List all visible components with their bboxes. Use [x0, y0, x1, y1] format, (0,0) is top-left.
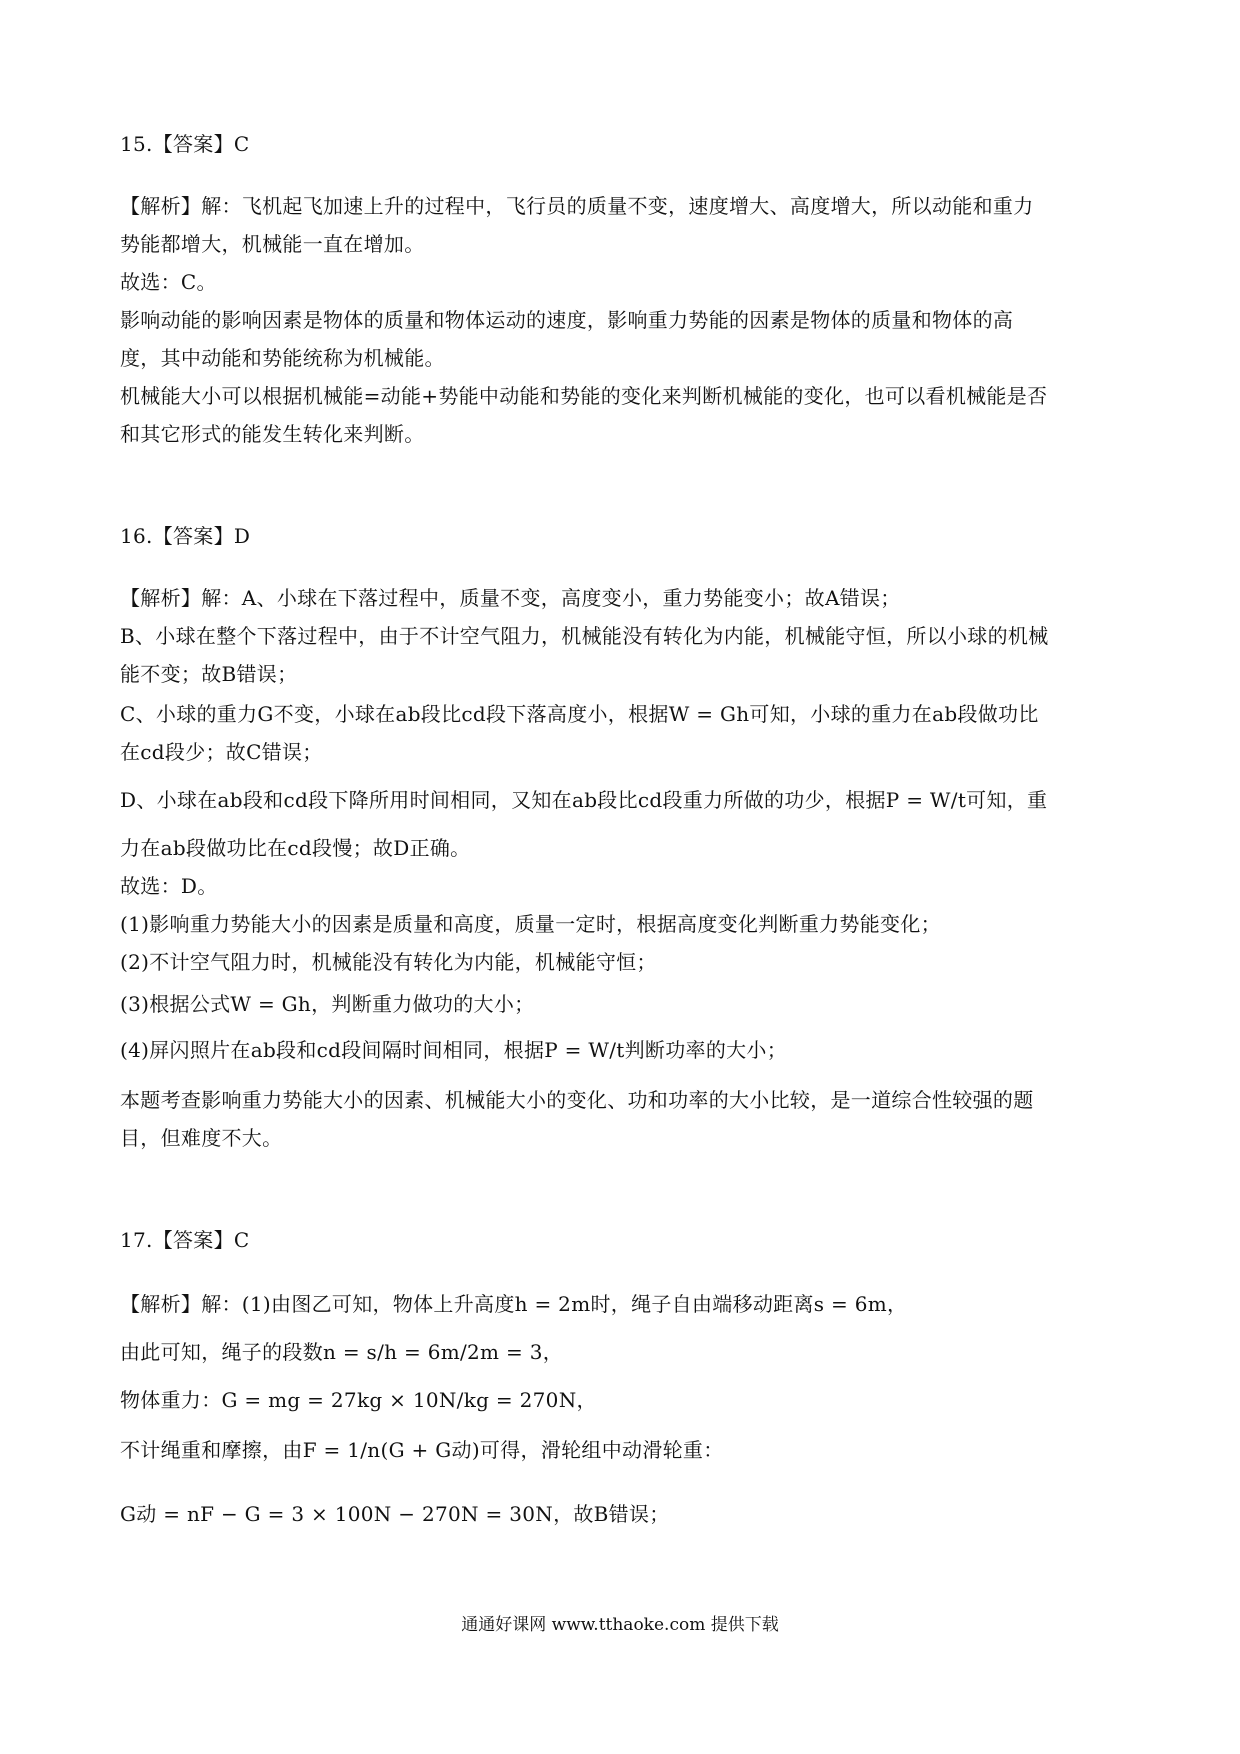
explanation-line: 力在ab段做功比在cd段慢；故D正确。	[120, 836, 471, 860]
explanation-line: 本题考查影响重力势能大小的因素、机械能大小的变化、功和功率的大小比较，是一道综合性较强的题	[120, 1088, 1034, 1112]
explanation-line: 在cd段少；故C错误；	[120, 740, 323, 764]
explanation-line: C、小球的重力G不变，小球在ab段比cd段下落高度小，根据W = Gh可知，小球的重力在ab段做功比	[120, 702, 1039, 726]
explanation-line: 物体重力：G = mg = 27kg × 10N/kg = 270N，	[120, 1388, 597, 1412]
explanation-line: 故选：C。	[120, 270, 217, 294]
explanation-line: 影响动能的影响因素是物体的质量和物体运动的速度，影响重力势能的因素是物体的质量和物体的高	[120, 308, 1014, 332]
explanation-line: B、小球在整个下落过程中，由于不计空气阻力，机械能没有转化为内能，机械能守恒，所以小球的机械	[120, 624, 1049, 648]
explanation-line: 机械能大小可以根据机械能=动能+势能中动能和势能的变化来判断机械能的变化，也可以看机械能是否	[120, 384, 1048, 408]
answer-heading-15: 15.【答案】C	[120, 132, 250, 156]
answer-heading-17: 17.【答案】C	[120, 1228, 250, 1252]
explanation-line: (1)影响重力势能大小的因素是质量和高度，质量一定时，根据高度变化判断重力势能变化；	[120, 912, 941, 936]
answer-heading-16: 16.【答案】D	[120, 524, 251, 548]
explanation-line: 度，其中动能和势能统称为机械能。	[120, 346, 445, 370]
explanation-line: 能不变；故B错误；	[120, 662, 298, 686]
explanation-line: G动 = nF − G = 3 × 100N − 270N = 30N，故B错误；	[120, 1502, 670, 1526]
explanation-line: 【解析】解：A、小球在下落过程中，质量不变，高度变小，重力势能变小；故A错误；	[120, 586, 901, 610]
explanation-line: 和其它形式的能发生转化来判断。	[120, 422, 425, 446]
explanation-line: 【解析】解：飞机起飞加速上升的过程中，飞行员的质量不变，速度增大、高度增大，所以动能和重力	[120, 194, 1034, 218]
explanation-line: (4)屏闪照片在ab段和cd段间隔时间相同，根据P = W/t判断功率的大小；	[120, 1038, 788, 1062]
explanation-line: 目，但难度不大。	[120, 1126, 283, 1150]
explanation-line: (2)不计空气阻力时，机械能没有转化为内能，机械能守恒；	[120, 950, 657, 974]
page-footer: 通通好课网 www.tthaoke.com 提供下载	[461, 1615, 779, 1635]
explanation-line: 不计绳重和摩擦，由F = 1/n(G + G动)可得，滑轮组中动滑轮重：	[120, 1438, 724, 1462]
explanation-line: 【解析】解：(1)由图乙可知，物体上升高度h = 2m时，绳子自由端移动距离s = 6m，	[120, 1292, 908, 1316]
explanation-line: 由此可知，绳子的段数n = s/h = 6m/2m = 3，	[120, 1340, 564, 1364]
explanation-line: D、小球在ab段和cd段下降所用时间相同，又知在ab段比cd段重力所做的功少，根据P = W/t可知，重	[120, 788, 1048, 812]
explanation-line: 势能都增大，机械能一直在增加。	[120, 232, 425, 256]
explanation-line: (3)根据公式W = Gh，判断重力做功的大小；	[120, 992, 535, 1016]
explanation-line: 故选：D。	[120, 874, 218, 898]
